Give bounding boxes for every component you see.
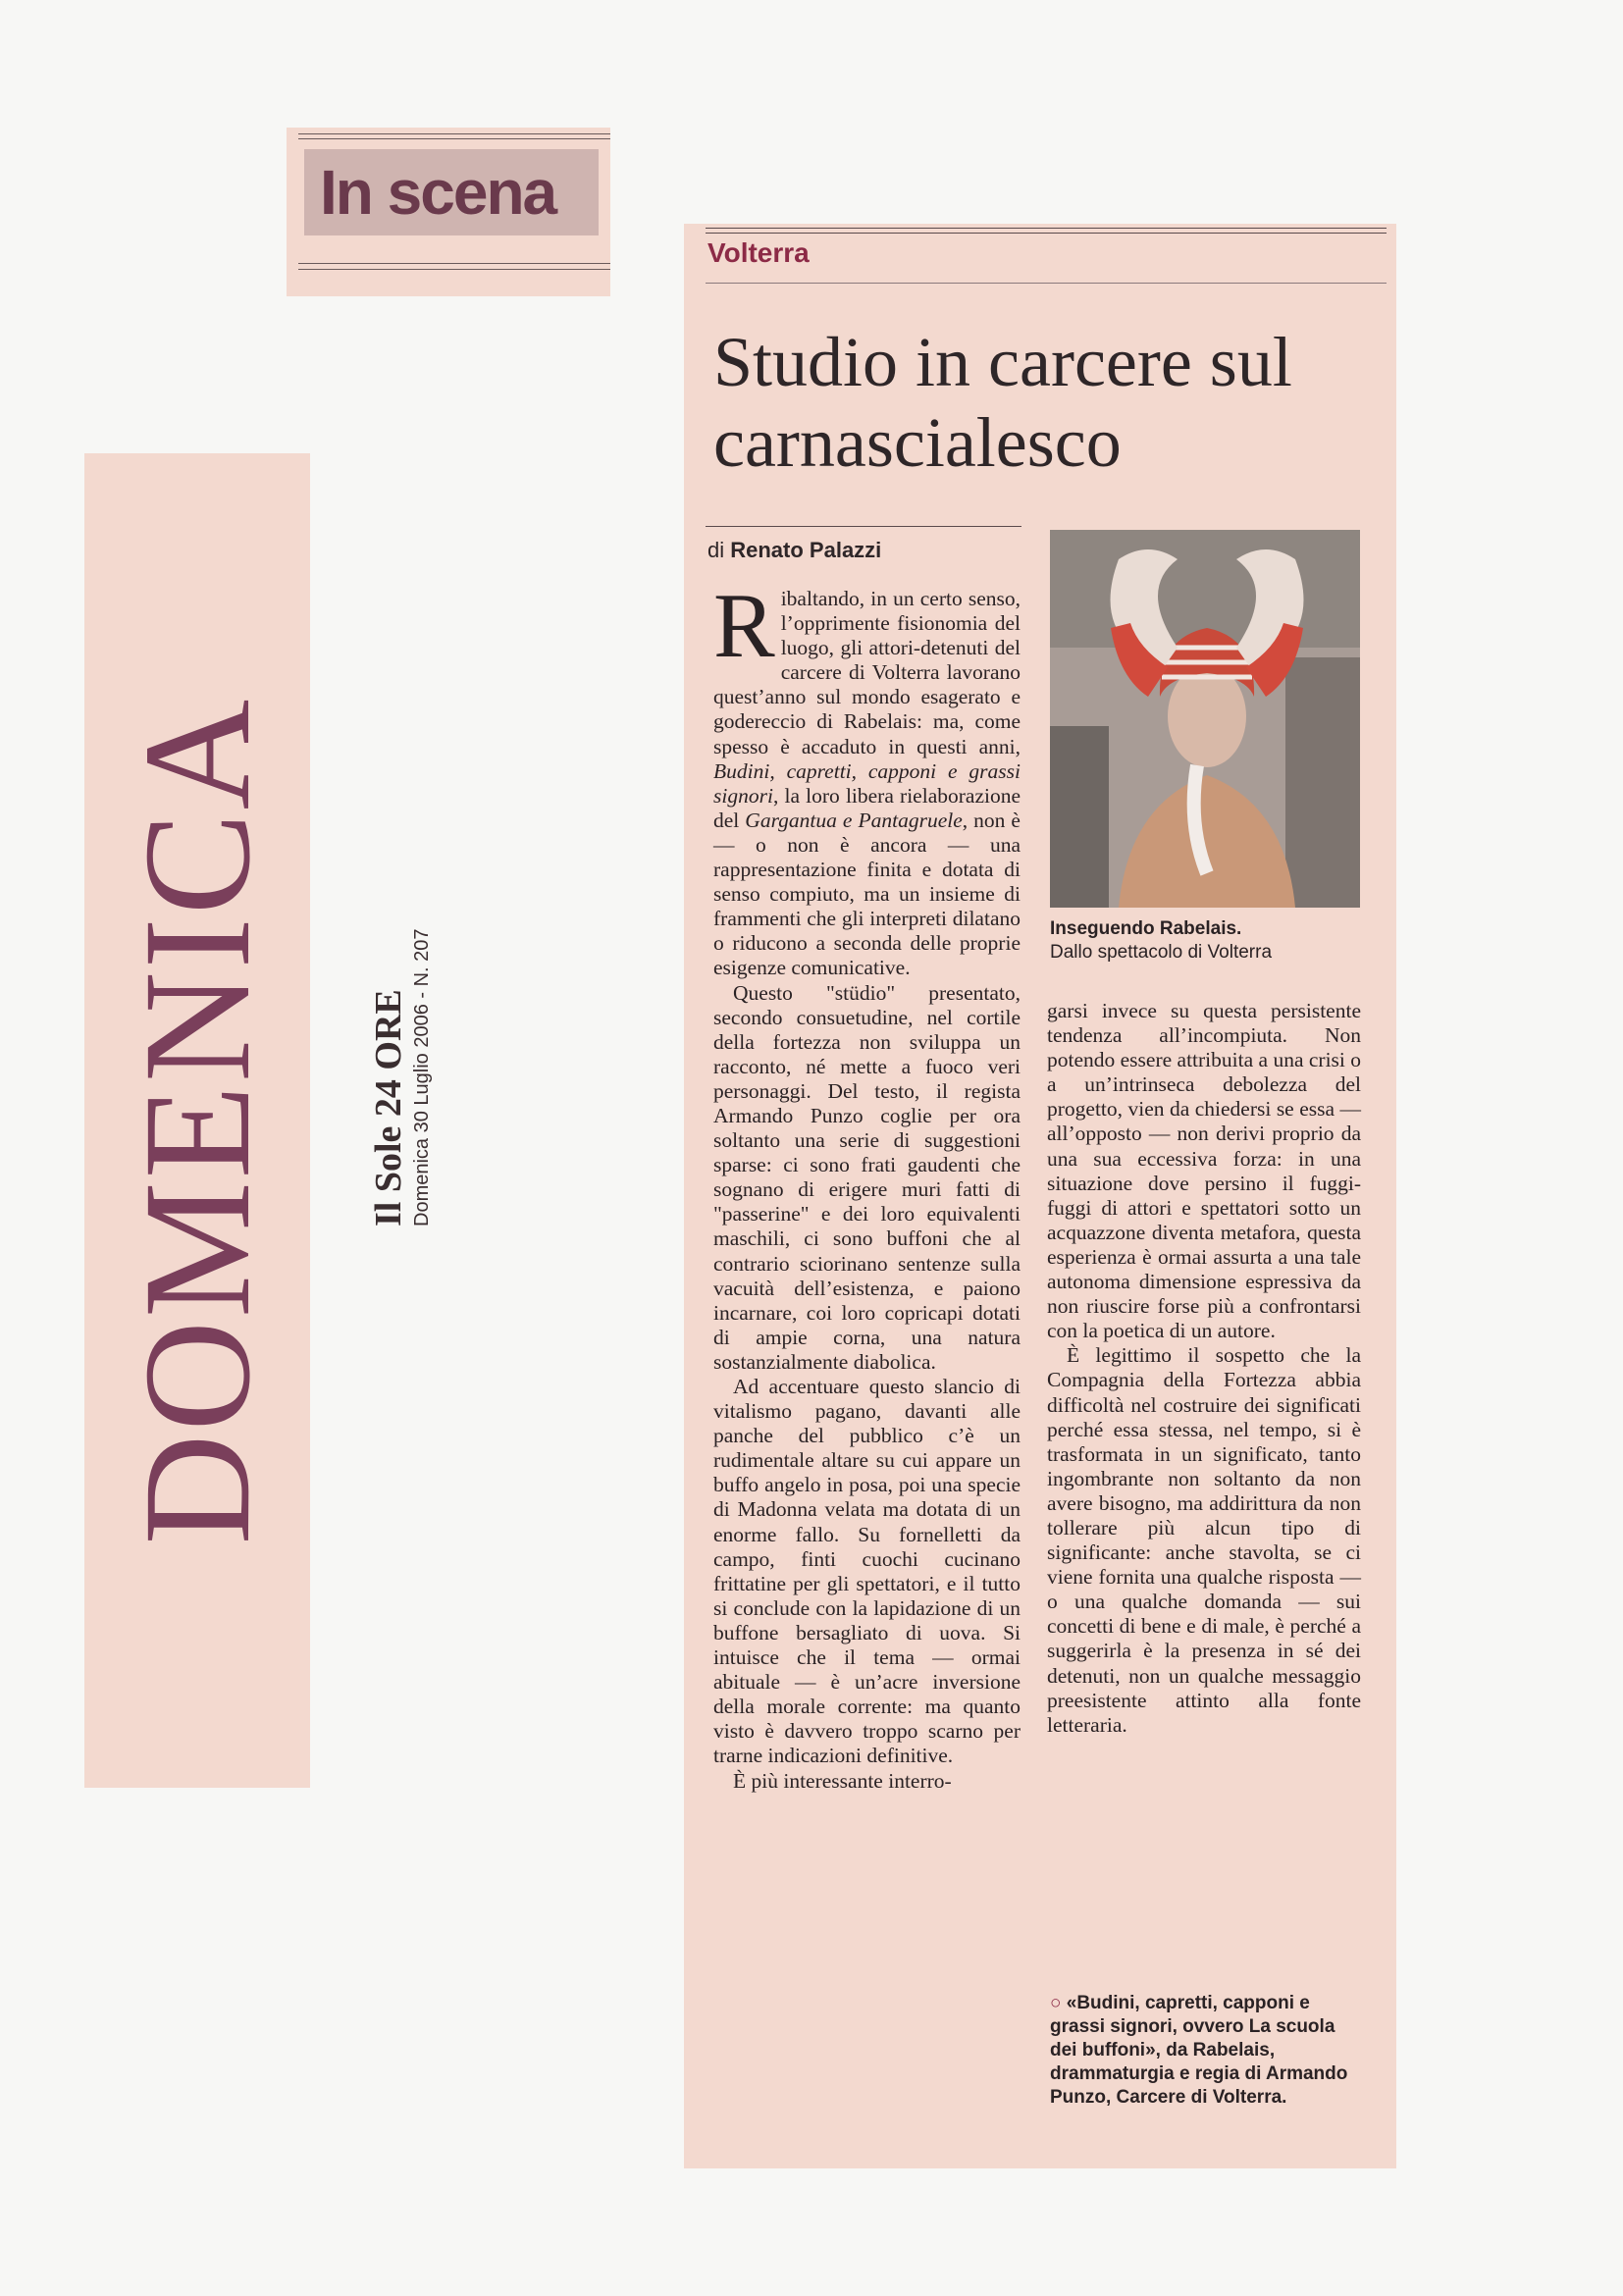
title-italic: Budini, capretti, capponi e grassi signori bbox=[713, 758, 1021, 808]
rule bbox=[706, 526, 1021, 527]
text: , non è — o non è ancora — una rappresentazione finita e dotata di senso compiuto, ma un insieme di frammenti che gli interpreti dilatano o riducono a seconda delle proprie esigenze comunicative. bbox=[713, 808, 1021, 980]
caption-text: Dallo spettacolo di Volterra bbox=[1050, 942, 1273, 963]
masthead-clipping bbox=[84, 453, 310, 1788]
text: ibaltando, in un certo senso, l’opprimente fisionomia del luogo, gli attori-detenuti del carcere di Volterra lavorano quest’anno sul mondo esagerato e godereccio di Rabelais: ma, come spesso è accaduto in questi anni, bbox=[713, 587, 1021, 758]
rule bbox=[298, 269, 610, 270]
rule bbox=[706, 228, 1387, 229]
byline bbox=[707, 538, 881, 563]
drop-cap: R bbox=[713, 575, 775, 677]
issue-date: Domenica 30 Luglio 2006 - N. 207 bbox=[411, 928, 433, 1226]
text: , la loro libera rielaborazione del bbox=[713, 783, 1021, 832]
paragraph: È più interessante interro- bbox=[733, 1768, 952, 1793]
newspaper-name: Il Sole 24 ORE bbox=[368, 989, 409, 1226]
author-name: Renato Palazzi bbox=[730, 538, 882, 562]
masthead-info bbox=[368, 928, 446, 1226]
rule bbox=[706, 283, 1387, 284]
bullet-icon: ○ bbox=[1050, 1993, 1062, 2013]
article-column-2 bbox=[1047, 999, 1361, 1738]
credits-text: «Budini, capretti, capponi e grassi signori, ovvero La scuola dei buffoni», da Rabelais, drammaturgia e regia di Armando Punzo, Carcere di Volterra. bbox=[1050, 1993, 1348, 2108]
paragraph bbox=[713, 575, 1021, 981]
inscena-clipping bbox=[287, 128, 610, 296]
rule bbox=[298, 263, 610, 264]
article-photo bbox=[1050, 530, 1360, 908]
byline-prefix: di bbox=[707, 538, 725, 562]
paragraph: Ad accentuare questo slancio di vitalismo pagano, davanti alle panche del pubblico c’è un rudimentale altare su cui appare un buffo angelo in posa, poi una specie di Madonna velata ma dotata di un enorme fallo. Su fornelletti da campo, finti cuochi cucinano frittatine per gli spettatori, e il tutto si conclude con la lapidazione di un buffone bersagliato di uova. Si intuisce che il tema — ormai abituale — è un’acre inversione della morale corrente: ma quanto visto è davvero troppo scarno per trarne indicazioni definitive. bbox=[713, 1375, 1021, 1768]
caption-title: Inseguendo Rabelais. bbox=[1050, 918, 1242, 939]
article-headline: Studio in carcere sul carnascialesco bbox=[713, 323, 1292, 482]
photo-caption bbox=[1050, 917, 1364, 965]
rule bbox=[298, 133, 610, 134]
rule bbox=[706, 233, 1387, 234]
section-label: Volterra bbox=[707, 237, 810, 268]
title-italic: Gargantua e Pantagruele bbox=[745, 808, 963, 832]
show-credits bbox=[1050, 1992, 1364, 2110]
photo-illustration bbox=[1050, 530, 1360, 908]
paragraph: Questo "stüdio" presentato, secondo consuetudine, nel cortile della fortezza non sviluppa un racconto, né mette a fuoco veri personaggi. Del testo, il regista Armando Punzo coglie per ora soltanto una serie di suggestioni sparse: ci sono frati gaudenti che sognano di erigere muri fatti di "passerine" e dei loro equivalenti maschili, ci sono buffoni che al contrario sciorinano sentenze sulla vacuità dell’esistenza, e paiono incarnare, coi loro copricapi dotati di ampie corna, una natura sostanzialmente diabolica. bbox=[713, 980, 1021, 1374]
paragraph: È legittimo il sospetto che la Compagnia della Fortezza abbia difficoltà nel costruire dei significati perché essa stessa, nel tempo, si è trasformata in un significato, tanto ingombrante non soltanto da non avere bisogno, ma addirittura da non tollerare più alcun tipo di significante: anche stavolta, se ci viene fornita una qualche risposta — o una qualche domanda — sui concetti di bene e di male, è perché a suggerirla è la presenza in sé dei detenuti, non un qualche messaggio preesistente attinto alla fonte letteraria. bbox=[1047, 1343, 1361, 1737]
paragraph: garsi invece su questa persistente tendenza all’incompiuta. Non potendo essere attribuita a una crisi o a un’intrinseca debolezza del progetto, vien da chiedersi se essa — all’opposto — non derivi proprio da una sua eccessiva forza: in una situazione dove persino il fuggi-fuggi di attori e spettatori sotto un acquazzone diventa metafora, questa esperienza è ormai assurta a una tale autonoma dimensione espressiva da non riuscire forse più a confrontarsi con la poetica di un autore. bbox=[1047, 999, 1362, 1343]
section-title: In scena bbox=[304, 149, 599, 235]
article-column-1 bbox=[713, 575, 1021, 1794]
article-clipping bbox=[684, 224, 1396, 2168]
rule bbox=[298, 138, 610, 139]
masthead-title: DOMENICA bbox=[112, 696, 282, 1545]
